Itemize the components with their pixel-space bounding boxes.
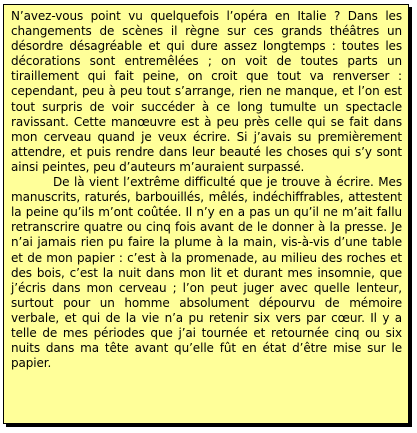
text-box [3,4,409,424]
paragraph-1: N’avez-vous point vu quelquefois l’opéra en Italie ? Dans les changements de scènes il règne sur ces grands théâtres un désordre désagréable et qui dure assez longtemps : toutes les décorations sont entremêlées ; on voit de toutes parts un tiraillement qui fait peine, on croit que tout va renverser : cependant, peu à peu tout s’arrange, rien ne manque, et l’on est tout surpris de voir succéder à ce long tumulte un spectacle ravissant. Cette manœuvre est à peu près celle qui se fait dans mon cerveau quand je veux écrire. Si j’avais su premièrement attendre, et puis rendre dans leur beauté les choses qui s’y sont ainsi peintes, peu d’auteurs m’auraient surpassé. [11,9,402,174]
paragraph-2: De là vient l’extrême difficulté que je trouve à écrire. Mes manuscrits, raturés, barbouillés, mêlés, indéchiffrables, attestent la peine qu’ils m’ont coûtée. Il n’y en a pas un qu’il ne m’ait fallu retranscrire quatre ou cinq fois avant de le donner à la presse. Je n’ai jamais rien pu faire la plume à la main, vis-à-vis d’une table et de mon papier : c’est à la promenade, au milieu des roches et des bois, c’est la nuit dans mon lit et durant mes insomnie, que j’écris dans mon cerveau ; l’on peut juger avec quelle lenteur, surtout pour un homme absolument dépourvu de mémoire verbale, et qui de la vie n’a pu retenir six vers par cœur. Il y a telle de mes périodes que j’ai tournée et retournée cinq ou six nuits dans ma tête avant qu’elle fût en état d’être mise sur le papier. [11,175,402,371]
